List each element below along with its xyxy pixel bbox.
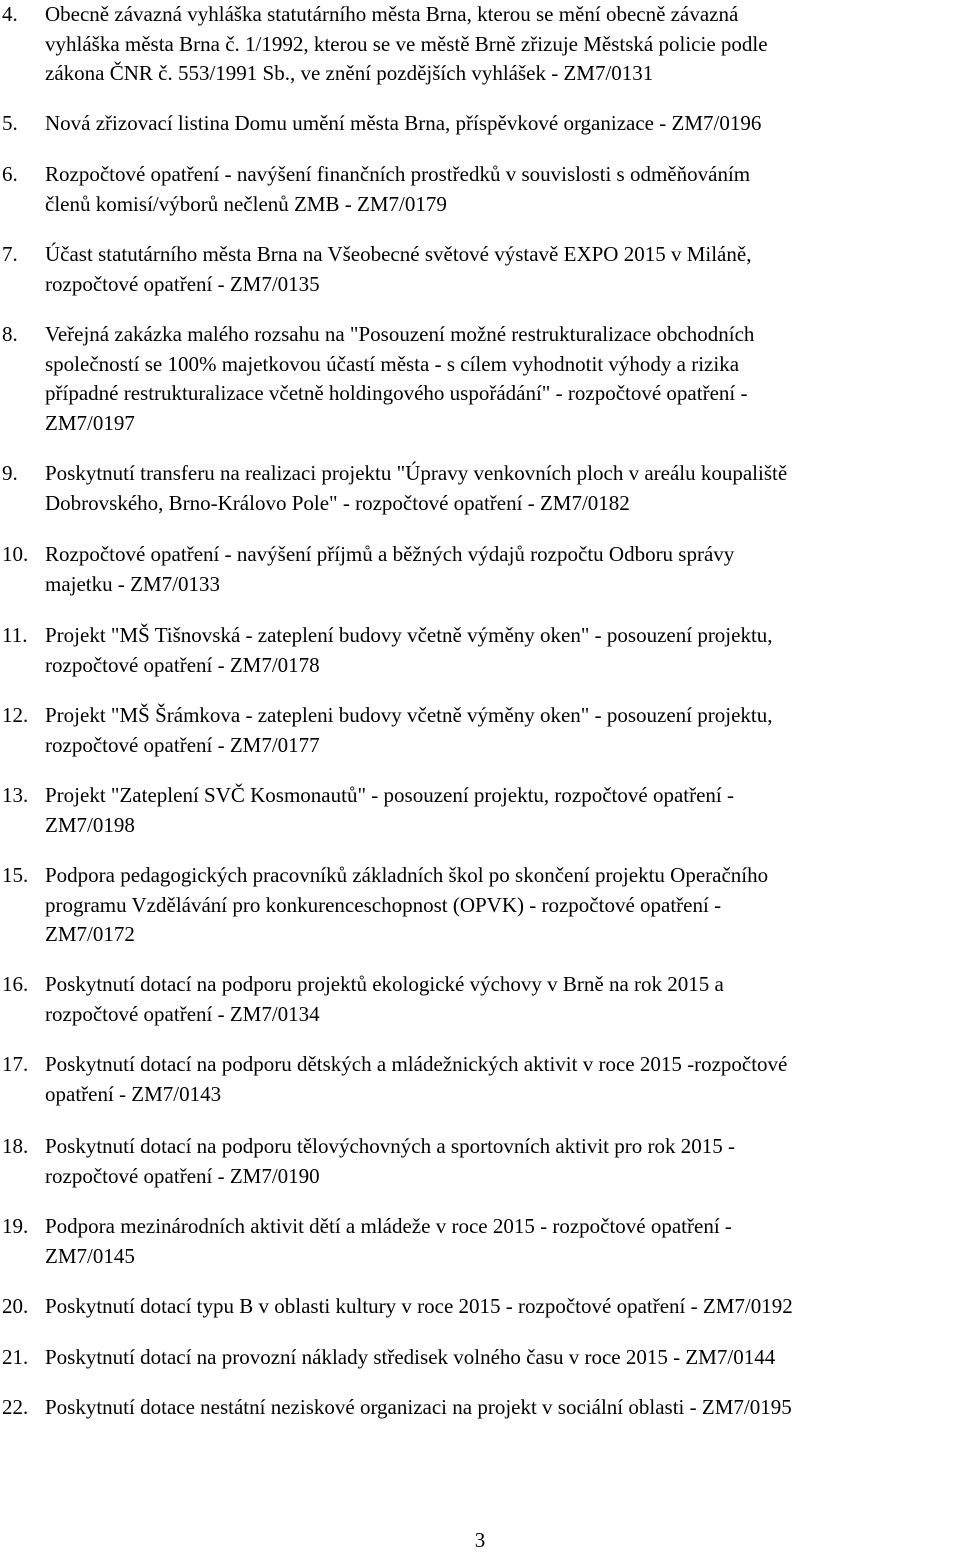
item-text: Veřejná zakázka malého rozsahu na "Posouzení možné restrukturalizace obchodních společností se 100% majetkovou účastí města - s cílem vyhodnotit výhody a rizika případné restrukturalizace včetně holdingového uspořádání" - rozpočtové opatření - ZM7/0197 — [45, 322, 755, 435]
item-text: Poskytnutí dotací na provozní náklady středisek volného času v roce 2015 - ZM7/0144 — [45, 1345, 776, 1369]
item-text: Projekt "MŠ Šrámkova - zatepleni budovy včetně výměny oken" - posouzení projektu, rozpočtové opatření - ZM7/0177 — [45, 703, 773, 757]
item-number: 8. — [2, 322, 18, 346]
item-text: Poskytnutí dotací na podporu dětských a mládežnických aktivit v roce 2015 -rozpočtové opatření - ZM7/0143 — [45, 1052, 788, 1106]
item-text: Obecně závazná vyhláška statutárního města Brna, kterou se mění obecně závazná vyhláška města Brna č. 1/1992, kterou se ve městě Brně zřizuje Městská policie podle zákona ČNR č. 553/1991 Sb., ve znění pozdějších vyhlášek - ZM7/0131 — [45, 2, 768, 85]
page-number: 3 — [474, 1528, 486, 1552]
item-number: 21. — [2, 1345, 29, 1369]
item-number: 18. — [2, 1134, 29, 1158]
item-text: Poskytnutí dotací na podporu tělovýchovných a sportovních aktivit pro rok 2015 - rozpočtové opatření - ZM7/0190 — [45, 1134, 735, 1188]
item-text: Poskytnutí dotací typu B v oblasti kultury v roce 2015 - rozpočtové opatření - ZM7/0192 — [45, 1294, 793, 1318]
item-text: Účast statutárního města Brna na Všeobecné světové výstavě EXPO 2015 v Miláně, rozpočtové opatření - ZM7/0135 — [45, 242, 752, 296]
item-text: Poskytnutí dotací na podporu projektů ekologické výchovy v Brně na rok 2015 a rozpočtové opatření - ZM7/0134 — [45, 972, 724, 1026]
item-text: Rozpočtové opatření - navýšení finančních prostředků v souvislosti s odměňováním členů komisí/výborů nečlenů ZMB - ZM7/0179 — [45, 162, 751, 216]
item-number: 10. — [2, 542, 29, 566]
item-text: Projekt "MŠ Tišnovská - zateplení budovy včetně výměny oken" - posouzení projektu, rozpočtové opatření - ZM7/0178 — [45, 623, 773, 677]
item-number: 5. — [2, 111, 18, 135]
item-number: 9. — [2, 461, 18, 485]
item-text: Nová zřizovací listina Domu umění města Brna, příspěvkové organizace - ZM7/0196 — [45, 111, 762, 135]
item-text: Poskytnutí transferu na realizaci projektu "Úpravy venkovních ploch v areálu koupaliště Dobrovského, Brno-Královo Pole" - rozpočtové opatření - ZM7/0182 — [45, 461, 788, 515]
item-number: 22. — [2, 1395, 29, 1419]
item-text: Podpora pedagogických pracovníků základních škol po skončení projektu Operačního programu Vzdělávání pro konkurenceschopnost (OPVK) - rozpočtové opatření - ZM7/0172 — [45, 863, 769, 946]
item-number: 7. — [2, 242, 18, 266]
item-text: Podpora mezinárodních aktivit dětí a mládeže v roce 2015 - rozpočtové opatření - ZM7/0145 — [45, 1214, 732, 1268]
item-text: Projekt "Zateplení SVČ Kosmonautů" - posouzení projektu, rozpočtové opatření - ZM7/0198 — [45, 783, 734, 837]
item-number: 4. — [2, 2, 18, 26]
item-number: 17. — [2, 1052, 29, 1076]
item-number: 6. — [2, 162, 18, 186]
item-text: Poskytnutí dotace nestátní neziskové organizaci na projekt v sociální oblasti - ZM7/0195 — [45, 1395, 792, 1419]
item-number: 15. — [2, 863, 29, 887]
item-number: 11. — [2, 623, 28, 647]
item-number: 20. — [2, 1294, 29, 1318]
item-number: 13. — [2, 783, 29, 807]
item-number: 16. — [2, 972, 29, 996]
item-number: 12. — [2, 703, 29, 727]
item-text: Rozpočtové opatření - navýšení příjmů a běžných výdajů rozpočtu Odboru správy majetku - ZM7/0133 — [45, 542, 735, 596]
item-number: 19. — [2, 1214, 29, 1238]
